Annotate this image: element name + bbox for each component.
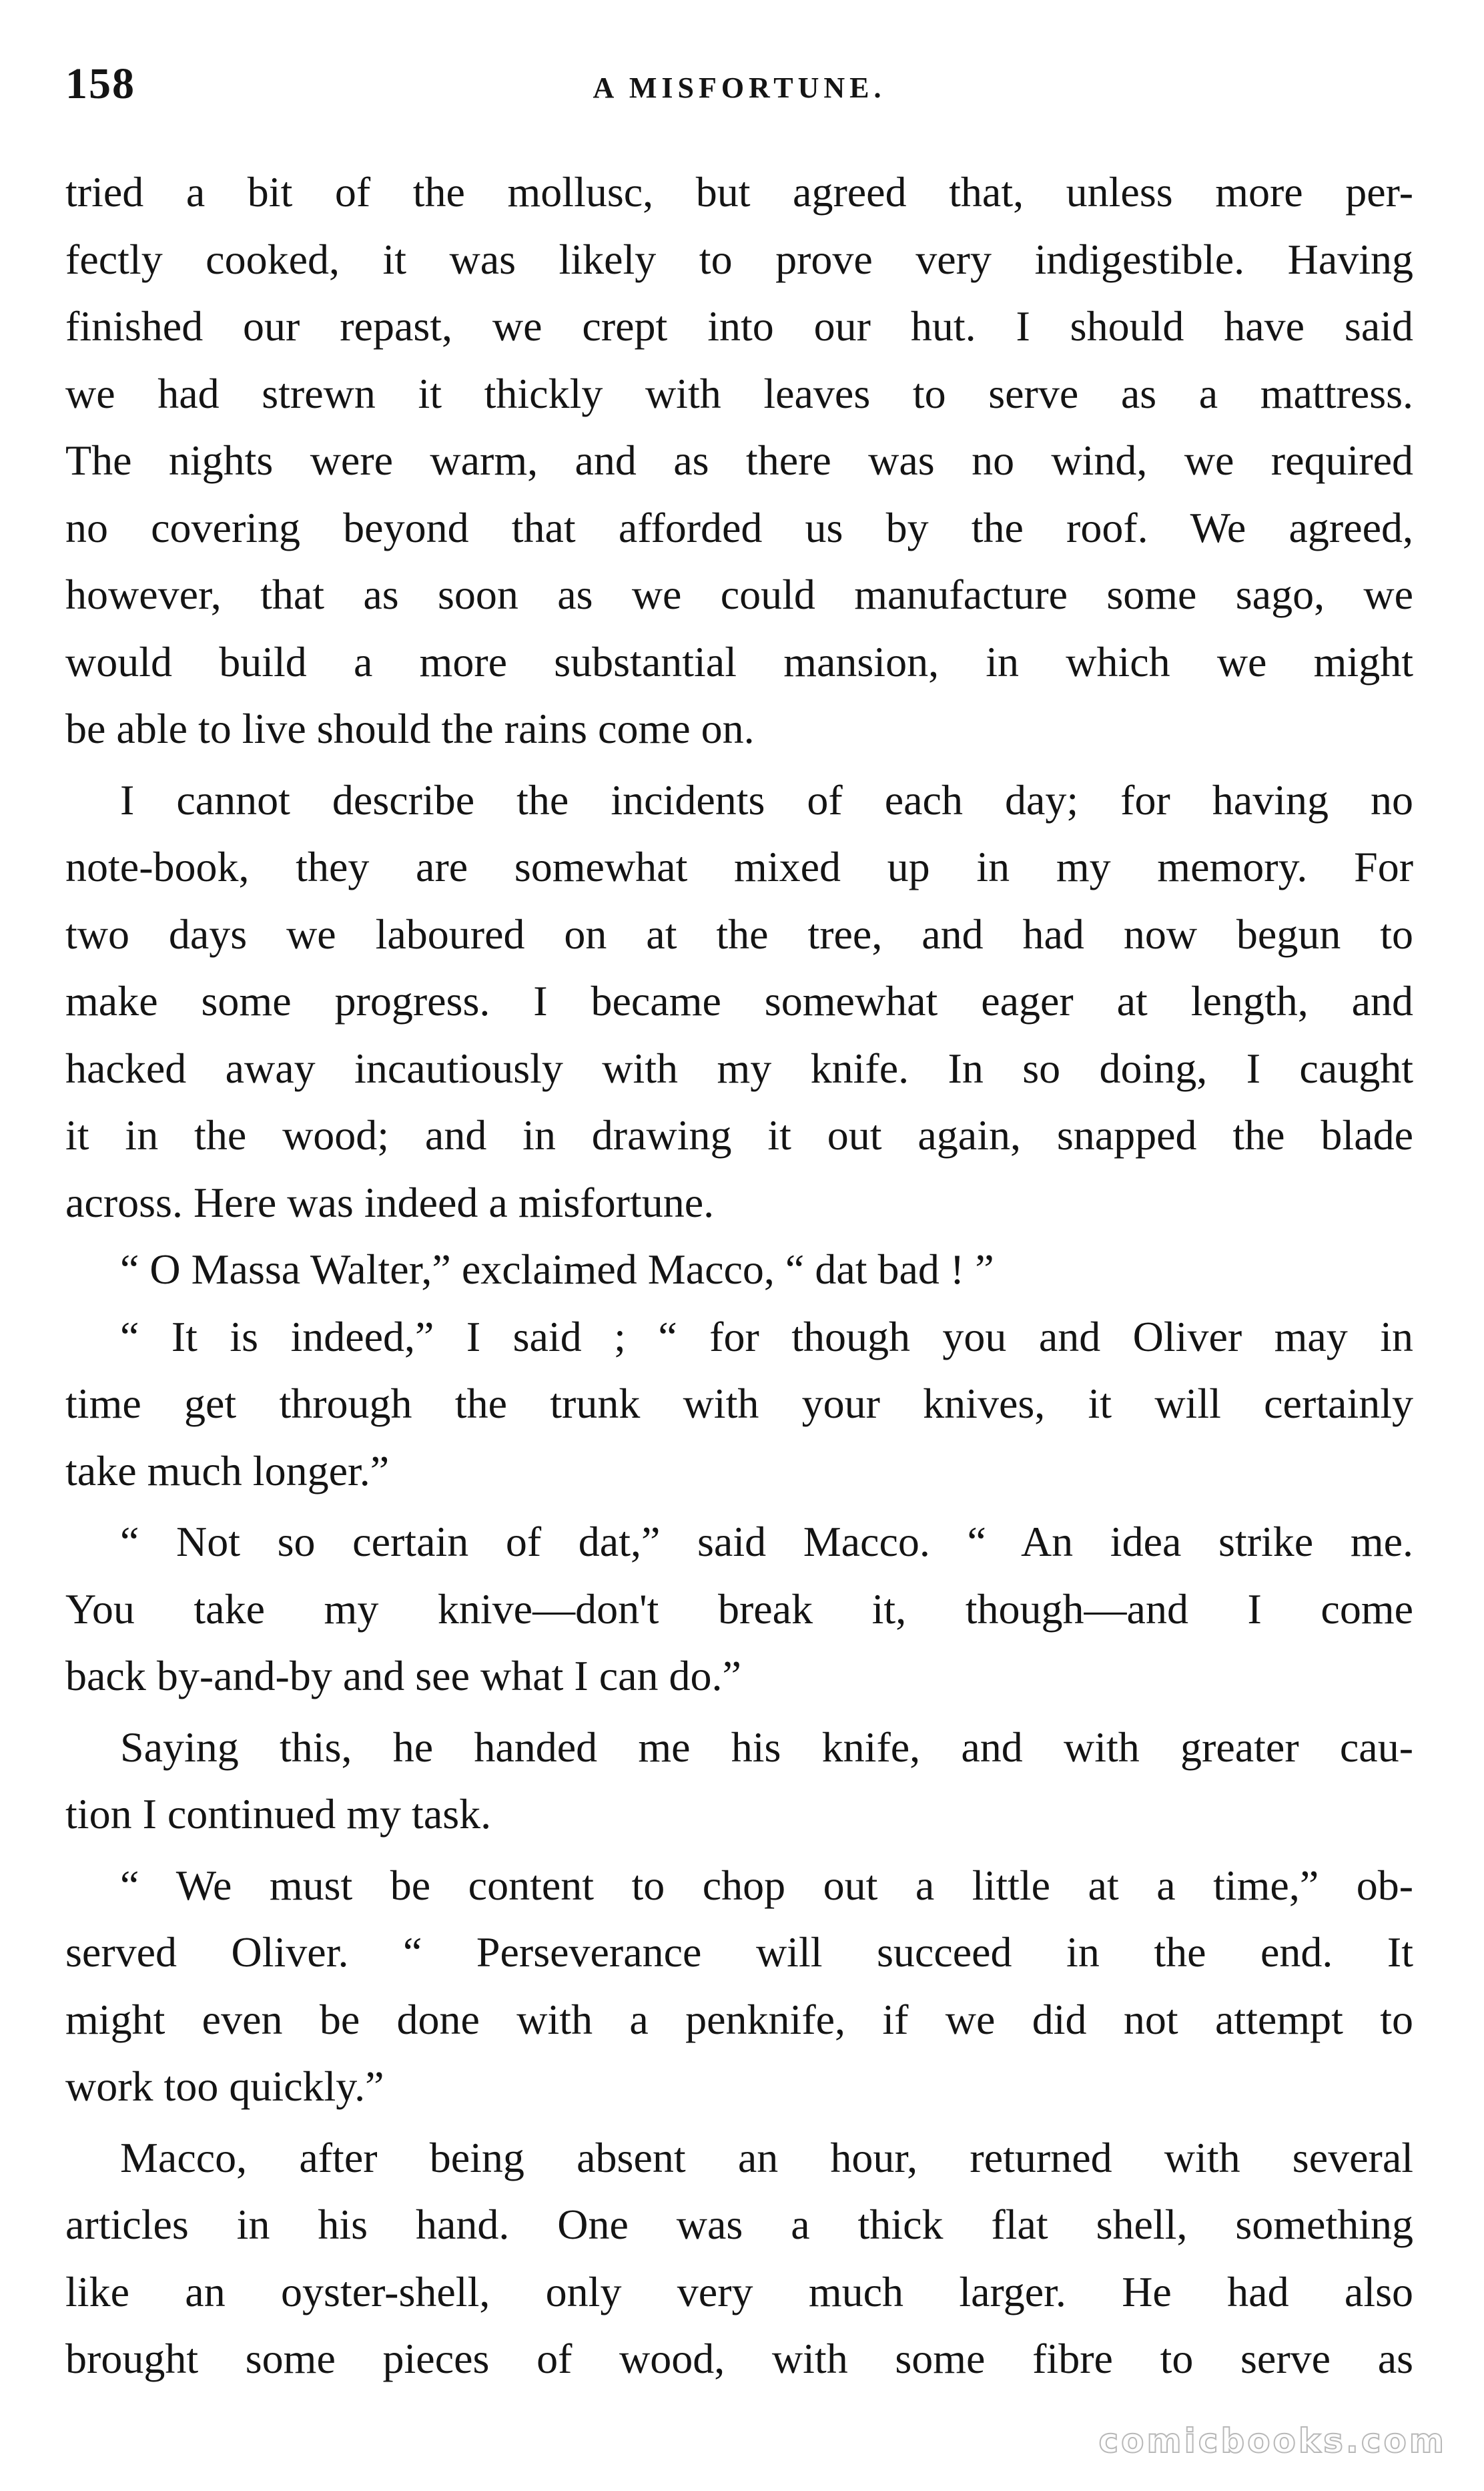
page-number: 158	[65, 59, 135, 108]
text-line: served Oliver. “ Perseverance will succeed in the end. It	[65, 1928, 1413, 1976]
text-line: take much longer.”	[65, 1446, 390, 1494]
page-header	[65, 59, 1413, 119]
text-line: finished our repast, we crept into our hut. I should have said	[65, 302, 1413, 350]
text-line: Saying this, he handed me his knife, and with greater cau-	[120, 1723, 1413, 1771]
text-line: You take my knive—don't break it, though—and I come	[65, 1585, 1413, 1633]
text-line: however, that as soon as we could manufacture some sago, we	[65, 571, 1413, 618]
watermark: comicbooks.com	[1098, 2422, 1447, 2460]
text-line: two days we laboured on at the tree, and had now begun to	[65, 910, 1413, 958]
text-line: I cannot describe the incidents of each day; for having no	[120, 776, 1413, 824]
running-head: A MISFORTUNE.	[593, 71, 886, 104]
text-line: “ We must be content to chop out a little at a time,” ob-	[120, 1861, 1413, 1909]
text-line: might even be done with a penknife, if we did not attempt to	[65, 1995, 1413, 2043]
text-line: The nights were warm, and as there was no wind, we required	[65, 437, 1413, 484]
text-line: hacked away incautiously with my knife. In so doing, I caught	[65, 1044, 1413, 1092]
text-line: Macco, after being absent an hour, returned with several	[120, 2133, 1413, 2181]
text-line: “ O Massa Walter,” exclaimed Macco, “ dat bad ! ”	[120, 1246, 994, 1293]
text-line: fectly cooked, it was likely to prove very indigestible. Having	[65, 235, 1413, 283]
text-line: “ It is indeed,” I said ; “ for though you and Oliver may in	[120, 1312, 1413, 1360]
text-line: note-book, they are somewhat mixed up in my memory. For	[65, 843, 1413, 890]
text-line: we had strewn it thickly with leaves to serve as a mattress.	[65, 369, 1413, 417]
text-line: back by-and-by and see what I can do.”	[65, 1652, 741, 1699]
text-line: make some progress. I became somewhat eager at length, and	[65, 977, 1413, 1025]
text-line: no covering beyond that afforded us by the roof. We agreed,	[65, 503, 1413, 551]
text-line: it in the wood; and in drawing it out again, snapped the blade	[65, 1111, 1413, 1159]
body-text	[65, 159, 1413, 2393]
text-line: work too quickly.”	[65, 2062, 384, 2110]
text-line: would build a more substantial mansion, in which we might	[65, 637, 1413, 685]
text-line: like an oyster-shell, only very much larger. He had also	[65, 2267, 1413, 2315]
text-line: be able to live should the rains come on.	[65, 705, 755, 752]
text-line: tion I continued my task.	[65, 1790, 492, 1838]
text-line: articles in his hand. One was a thick flat shell, something	[65, 2201, 1413, 2248]
text-line: “ Not so certain of dat,” said Macco. “ An idea strike me.	[120, 1518, 1413, 1565]
text-line: tried a bit of the mollusc, but agreed that, unless more per-	[65, 168, 1413, 216]
text-line: across. Here was indeed a misfortune.	[65, 1178, 715, 1226]
text-line: brought some pieces of wood, with some fibre to serve as	[65, 2335, 1413, 2382]
text-line: time get through the trunk with your knives, it will certainly	[65, 1380, 1413, 1427]
